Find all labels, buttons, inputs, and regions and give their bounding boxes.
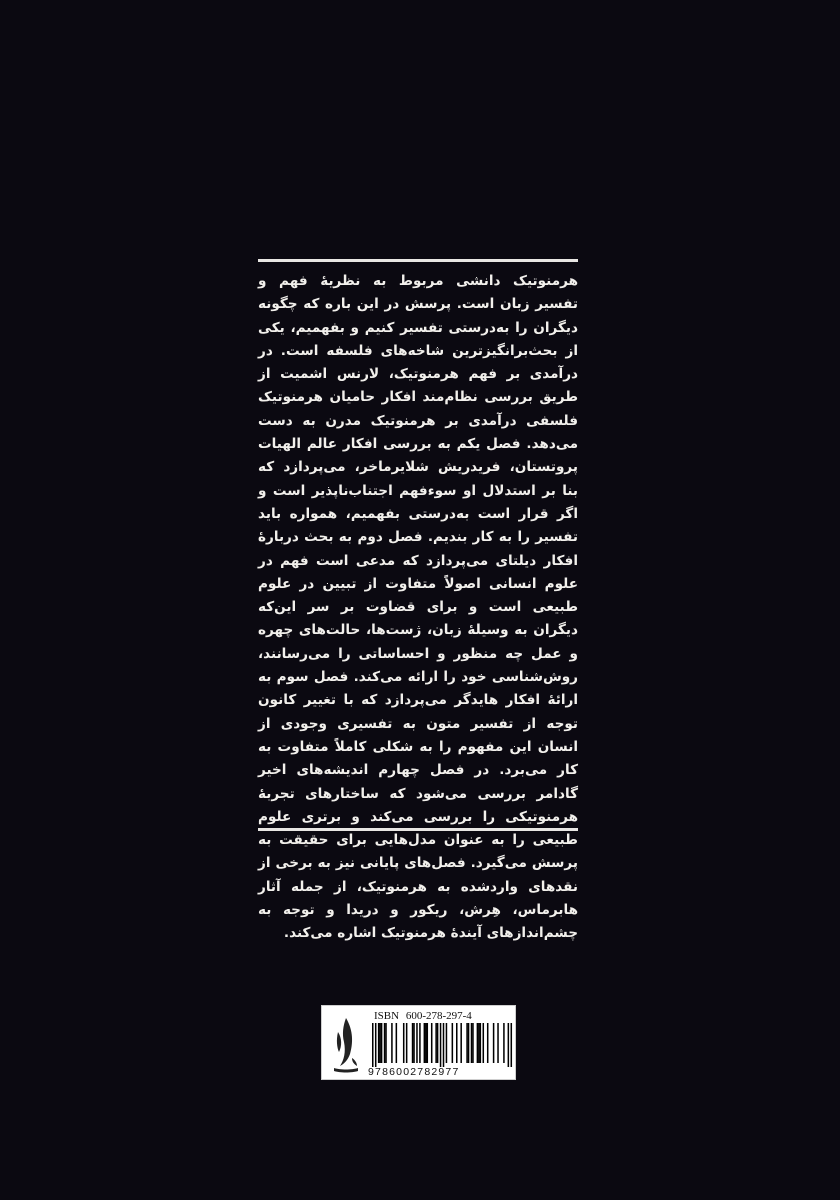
back-cover-blurb: هرمنوتیک دانشی مربوط به نظریهٔ فهم و تفسیر زبان است. پرسش در این باره که چگونه دیگران را به‌درستی تفسیر کنیم و بفهمیم، یکی از بحث‌برانگیزترین شاخه‌های فلسفه است. در درآمدی بر فهم هرمنوتیک، لارنس اشمیت از طریق بررسی نظام‌مند افکار حامیان هرمنوتیک فلسفی درآمدی بر هرمنوتیک مدرن به دست می‌دهد. فصل یکم به بررسی افکار عالم الهیات پروتستان، فریدریش شلایرماخر، می‌پردازد که بنا بر استدلال او سوءفهم اجتناب‌ناپذیر است و اگر قرار است به‌درستی بفهمیم، همواره باید تفسیر را به کار بندیم. فصل دوم به بحث دربارهٔ افکار دیلتای می‌پردازد که مدعی است فهم در علوم انسانی اصولاً متفاوت از تبیین در علوم طبیعی است و برای قضاوت بر سر این‌که دیگران به وسیلهٔ زبان، ژست‌ها، حالت‌های چهره و عمل چه منظور و احساساتی را می‌رسانند، روش‌شناسی خود را ارائه می‌کند. فصل سوم به ارائهٔ افکار هایدگر می‌پردازد که با تغییر کانون توجه از تفسیر متون به تفسیری وجودی از انسان این مفهوم را به شکلی کاملاً متفاوت به کار می‌برد. در فصل چهارم اندیشه‌های اخیر گادامر بررسی می‌شود که ساختارهای تجربهٔ هرمنوتیکی را بررسی می‌کند و برتری علوم طبیعی را به عنوان مدل‌هایی برای حقیقت به پرسش می‌گیرد. فصل‌های پایانی نیز به برخی از نقدهای واردشده به هرمنوتیک، از جمله آثار هابرماس، هِرش، ریکور و دریدا و توجه به چشم‌اندازهای آیندهٔ هرمنوتیک اشاره می‌کند.	[258, 273, 578, 942]
barcode-bar	[487, 1023, 489, 1063]
barcode-bar	[419, 1023, 421, 1063]
barcode-bar	[503, 1023, 505, 1063]
rule-bottom	[258, 828, 578, 831]
barcode-box	[321, 1005, 516, 1080]
barcode-bar	[493, 1023, 495, 1063]
barcode-bar	[381, 1023, 383, 1063]
barcode-bar	[424, 1023, 426, 1063]
barcode-bar	[446, 1023, 448, 1063]
barcode-bar	[435, 1023, 437, 1063]
barcode-bar	[384, 1023, 386, 1063]
barcode-bar	[480, 1023, 482, 1063]
barcode-bar	[412, 1023, 414, 1063]
barcode-bar	[477, 1023, 479, 1063]
barcode-bar	[385, 1023, 387, 1063]
barcode-bar	[511, 1023, 513, 1067]
barcode-bar	[508, 1023, 510, 1067]
barcode-bar	[471, 1023, 473, 1063]
barcode-bar	[413, 1023, 415, 1063]
isbn-text	[374, 1010, 514, 1022]
barcode-bar	[452, 1023, 454, 1063]
barcode-digits: 9786002782977	[368, 1066, 460, 1078]
barcode-bar	[416, 1023, 418, 1063]
barcode-bar	[456, 1023, 458, 1063]
barcode-bar	[431, 1023, 433, 1063]
barcode-bar	[478, 1023, 480, 1063]
barcode-bar	[460, 1023, 462, 1063]
barcode-bar	[372, 1023, 374, 1067]
barcode-bar	[437, 1023, 439, 1063]
barcode-bar	[406, 1023, 408, 1063]
isbn-number: 600-278-297-4	[405, 1010, 472, 1022]
publisher-logo-icon	[330, 1014, 362, 1074]
barcode-bar	[375, 1023, 377, 1067]
barcode-bar	[440, 1023, 442, 1067]
barcode-bar	[378, 1023, 380, 1063]
barcode-bar	[483, 1023, 485, 1063]
barcode-bar	[425, 1023, 427, 1063]
barcode-bar	[466, 1023, 468, 1063]
barcode-bar	[403, 1023, 405, 1063]
barcode-bar	[391, 1023, 393, 1063]
barcode-graphic	[372, 1023, 512, 1067]
barcode-bar	[379, 1023, 381, 1063]
barcode-bar	[427, 1023, 429, 1063]
barcode-bar	[468, 1023, 470, 1063]
barcode-bar	[396, 1023, 398, 1063]
barcode-bars	[372, 1023, 512, 1067]
rule-top	[258, 259, 578, 262]
barcode-bar	[472, 1023, 474, 1063]
barcode-bar	[497, 1023, 499, 1063]
isbn-label: ISBN	[374, 1010, 400, 1022]
barcode-bar	[443, 1023, 445, 1067]
